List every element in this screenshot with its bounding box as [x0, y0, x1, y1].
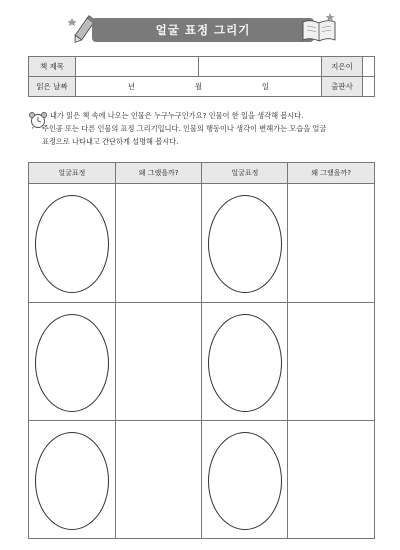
face-oval[interactable] [35, 195, 109, 293]
face-cell[interactable] [29, 421, 116, 539]
face-oval[interactable] [35, 314, 109, 412]
read-date-label: 읽은 날짜 [29, 77, 76, 97]
date-day-label: 일 [261, 82, 270, 91]
date-year-label: 년 [127, 82, 136, 91]
instruction-line-1: 내가 읽은 책 속에 나오는 인물은 누구누구인가요? 인물이 한 일을 생각해 봅시다. [50, 111, 304, 120]
face-oval[interactable] [35, 432, 109, 530]
read-date-field[interactable] [76, 77, 322, 97]
author-label: 지은이 [322, 57, 363, 77]
expression-grid [28, 162, 375, 539]
publisher-field[interactable] [363, 77, 375, 97]
header-face-2: 얼굴표정 [202, 163, 288, 184]
book-title-field[interactable] [76, 57, 199, 77]
face-cell[interactable] [29, 303, 116, 421]
face-cell[interactable] [29, 184, 116, 303]
face-oval[interactable] [208, 432, 282, 530]
why-cell[interactable] [115, 421, 202, 539]
why-cell[interactable] [288, 184, 375, 303]
face-oval[interactable] [208, 195, 282, 293]
face-oval[interactable] [208, 314, 282, 412]
instruction-line-2: 주인공 또는 다른 인물의 표정 그리기입니다. 인물의 행동이나 생각이 변해가는 모습을 얼굴 [42, 124, 327, 133]
face-cell[interactable] [202, 303, 288, 421]
book-info-table [28, 56, 375, 97]
face-cell[interactable] [202, 421, 288, 539]
why-cell[interactable] [288, 303, 375, 421]
open-book-icon [300, 12, 338, 46]
header-why-1: 왜 그랬을까? [115, 163, 202, 184]
face-cell[interactable] [202, 184, 288, 303]
title-banner [70, 14, 332, 48]
author-field[interactable] [363, 57, 375, 77]
book-title-field-ext[interactable] [199, 57, 322, 77]
book-title-label: 책 제목 [29, 57, 76, 77]
publisher-label: 출판사 [322, 77, 363, 97]
page-title: 얼굴 표정 그리기 [92, 18, 314, 42]
header-why-2: 왜 그랬을까? [288, 163, 375, 184]
header-face-1: 얼굴표정 [29, 163, 116, 184]
why-cell[interactable] [288, 421, 375, 539]
why-cell[interactable] [115, 184, 202, 303]
instruction-line-3: 표정으로 나타내고 간단하게 설명해 봅시다. [42, 137, 179, 146]
why-cell[interactable] [115, 303, 202, 421]
date-month-label: 월 [194, 82, 203, 91]
